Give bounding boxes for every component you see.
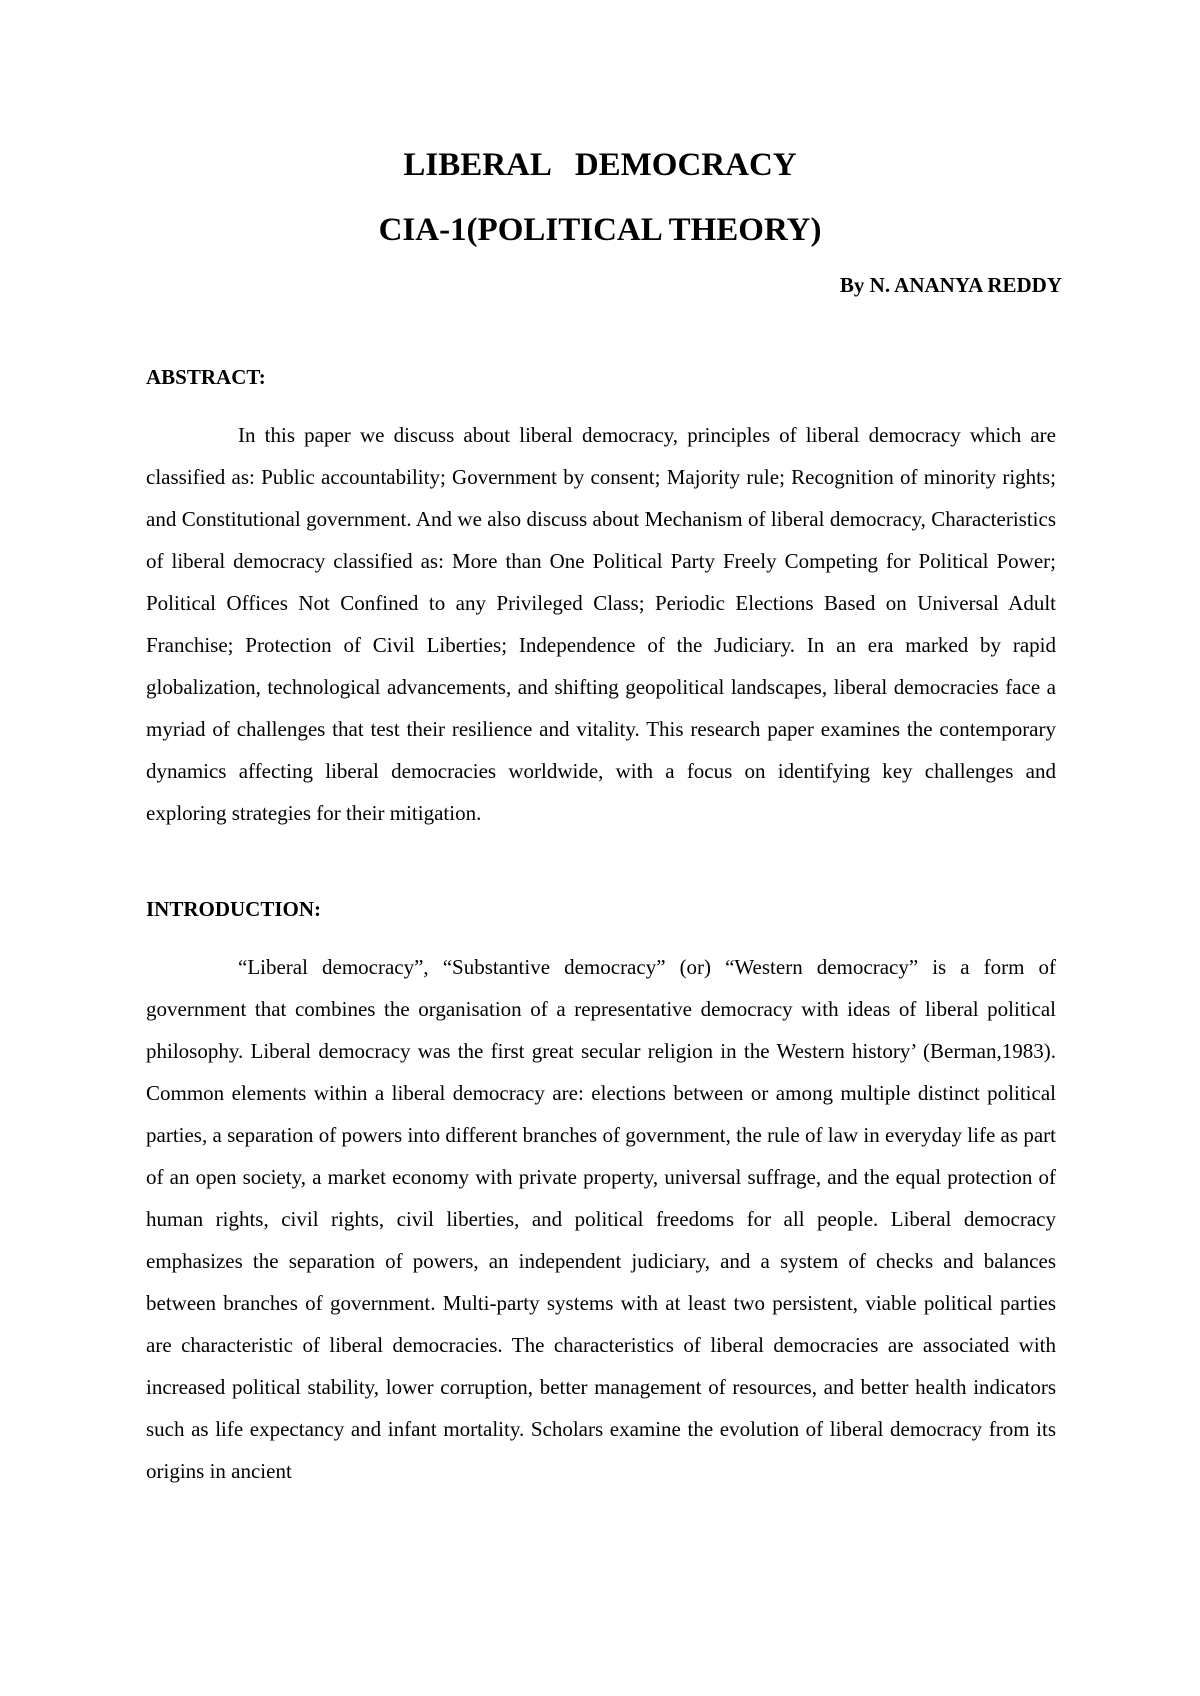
document-title: LIBERAL DEMOCRACY [403,147,797,183]
abstract-paragraph: In this paper we discuss about liberal democracy, principles of liberal democracy which are classified as: Public accountability; Government by consent; Majority rule; Recognition of minority rights; and Constitutional government. And we also discuss about Mechanism of liberal democracy, Characteristics of liberal democracy classified as: More than One Political Party Freely Competing for Political Power; Political Offices Not Confined to any Privileged Class; Periodic Elections Based on Universal Adult Franchise; Protection of Civil Liberties; Independence of the Judiciary. In an era marked by rapid globalization, technological advancements, and shifting geopolitical landscapes, liberal democracies face a myriad of challenges that test their resilience and vitality. This research paper examines the contemporary dynamics affecting liberal democracies worldwide, with a focus on identifying key challenges and exploring strategies for their mitigation. [146,423,1056,825]
introduction-heading: INTRODUCTION: [146,897,322,921]
document-subtitle: CIA-1(POLITICAL THEORY) [378,212,822,248]
abstract-heading: ABSTRACT: [146,365,266,389]
author-byline: By N. ANANYA REDDY [839,273,1062,297]
introduction-paragraph: “Liberal democracy”, “Substantive democracy” (or) “Western democracy” is a form of government that combines the organisation of a representative democracy with ideas of liberal political philosophy. Liberal democracy was the first great secular religion in the Western history’ (Berman,1983). Common elements within a liberal democracy are: elections between or among multiple distinct political parties, a separation of powers into different branches of government, the rule of law in everyday life as part of an open society, a market economy with private property, universal suffrage, and the equal protection of human rights, civil rights, civil liberties, and political freedoms for all people. Liberal democracy emphasizes the separation of powers, an independent judiciary, and a system of checks and balances between branches of government. Multi-party systems with at least two persistent, viable political parties are characteristic of liberal democracies. The characteristics of liberal democracies are associated with increased political stability, lower corruption, better management of resources, and better health indicators such as life expectancy and infant mortality. Scholars examine the evolution of liberal democracy from its origins in ancient [146,955,1056,1483]
